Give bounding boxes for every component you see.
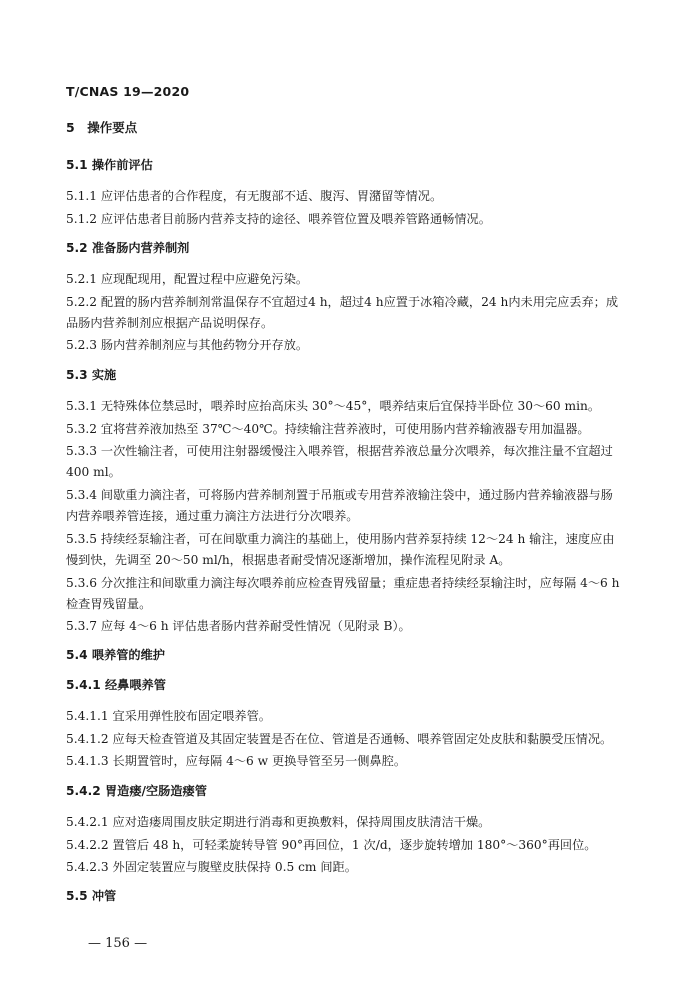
- paragraph-line: 5.2.3 肠内营养制剂应与其他药物分开存放。: [66, 338, 309, 352]
- section-heading: 5.3 实施: [66, 368, 117, 382]
- paragraph-line: 5.3.2 宜将营养液加热至 37℃～40℃。持续输注营养液时，可使用肠内营养输液器专用加温器。: [66, 422, 590, 436]
- standard-code-header: T/CNAS 19—2020: [66, 84, 190, 99]
- paragraph-line: 5.4.2.1 应对造瘘周围皮肤定期进行消毒和更换敷料，保持周围皮肤清洁干燥。: [66, 815, 491, 829]
- page-number: — 156 —: [88, 936, 148, 951]
- section-heading: 5.4.1 经鼻喂养管: [66, 678, 166, 692]
- paragraph-line: 5.4.2.3 外固定装置应与腹壁皮肤保持 0.5 cm 间距。: [66, 860, 357, 874]
- paragraph-line: 5.3.5 持续经泵输注者，可在间歇重力滴注的基础上，使用肠内营养泵持续 12～24 h 输注，速度应由: [66, 532, 615, 546]
- paragraph-line: 5.4.1.3 长期置管时，应每隔 4～6 w 更换导管至另一侧鼻腔。: [66, 754, 407, 768]
- paragraph-line: 5.2.2 配置的肠内营养制剂常温保存不宜超过4 h，超过4 h应置于冰箱冷藏，24 h内未用完应丢弃；成: [66, 295, 619, 309]
- paragraph-line: 5.3.3 一次性输注者，可使用注射器缓慢注入喂养管，根据营养液总量分次喂养，每次推注量不宜超过: [66, 444, 613, 458]
- section-heading: 5.1 操作前评估: [66, 158, 153, 172]
- paragraph-line: 5.1.1 应评估患者的合作程度，有无腹部不适、腹泻、胃潴留等情况。: [66, 189, 443, 203]
- paragraph-line: 5.4.1.2 应每天检查管道及其固定装置是否在位、管道是否通畅、喂养管固定处皮肤和黏膜受压情况。: [66, 732, 613, 746]
- paragraph-line: 5.2.1 应现配现用，配置过程中应避免污染。: [66, 272, 309, 286]
- paragraph-line: 5.4.1.1 宜采用弹性胶布固定喂养管。: [66, 709, 271, 723]
- paragraph-line: 5.3.1 无特殊体位禁忌时，喂养时应抬高床头 30°～45°，喂养结束后宜保持半卧位 30～60 min。: [66, 399, 601, 413]
- section-heading: 5.4.2 胃造瘘/空肠造瘘管: [66, 784, 207, 798]
- paragraph-line: 400 ml。: [66, 465, 121, 479]
- paragraph-line: 慢到快，先调至 20～50 ml/h，根据患者耐受情况逐渐增加，操作流程见附录 A。: [66, 553, 511, 567]
- paragraph-line: 5.3.6 分次推注和间歇重力滴注每次喂养前应检查胃残留量；重症患者持续经泵输注时，应每隔 4～6 h: [66, 576, 620, 590]
- section-heading: 5.4 喂养管的维护: [66, 648, 165, 662]
- paragraph-line: 5.4.2.2 置管后 48 h，可轻柔旋转导管 90°再回位，1 次/d，逐步旋转增加 180°～360°再回位。: [66, 838, 597, 852]
- paragraph-line: 品肠内营养制剂应根据产品说明保存。: [66, 316, 274, 330]
- paragraph-line: 内营养喂养管连接，通过重力滴注方法进行分次喂养。: [66, 509, 359, 523]
- section-heading: 5.2 准备肠内营养制剂: [66, 241, 190, 255]
- paragraph-line: 5.3.7 应每 4～6 h 评估患者肠内营养耐受性情况（见附录 B）。: [66, 619, 411, 633]
- paragraph-line: 检查胃残留量。: [66, 597, 152, 611]
- section-heading: 5.5 冲管: [66, 889, 117, 903]
- section-heading: 5 操作要点: [66, 120, 138, 135]
- paragraph-line: 5.1.2 应评估患者目前肠内营养支持的途径、喂养管位置及喂养管路通畅情况。: [66, 212, 491, 226]
- paragraph-line: 5.3.4 间歇重力滴注者，可将肠内营养制剂置于吊瓶或专用营养液输注袋中，通过肠内营养输液器与肠: [66, 488, 613, 502]
